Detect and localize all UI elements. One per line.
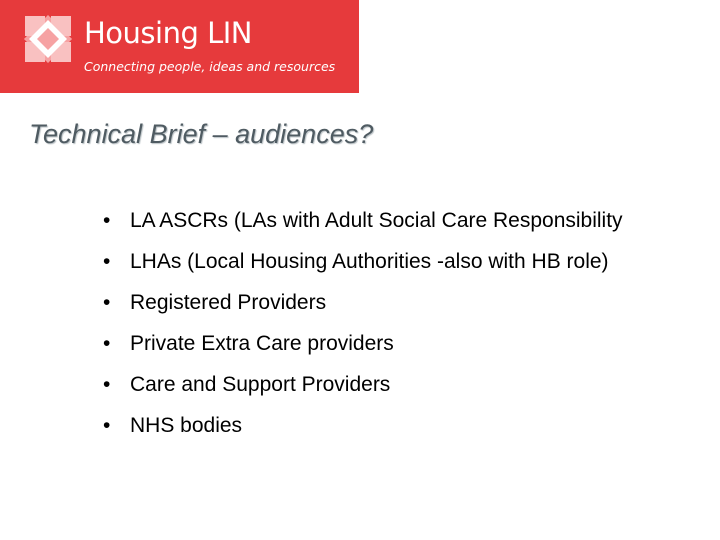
bullet-list — [103, 208, 663, 454]
bullet-text: LHAs (Local Housing Authorities -also with HB role) — [130, 250, 609, 273]
list-item — [103, 249, 663, 275]
brand-banner — [0, 0, 359, 93]
list-item — [103, 290, 663, 316]
list-item — [103, 413, 663, 439]
bullet-icon: • — [103, 291, 111, 314]
bullet-text: NHS bodies — [130, 414, 243, 437]
brand-tagline: Connecting people, ideas and resources — [84, 59, 336, 74]
bullet-text: Care and Support Providers — [130, 373, 391, 396]
list-item — [103, 372, 663, 398]
list-item — [103, 208, 663, 234]
bullet-icon: • — [103, 209, 111, 232]
slide-title: Technical Brief – audiences? — [29, 119, 374, 149]
bullet-text: Registered Providers — [130, 291, 327, 314]
bullet-icon: • — [103, 414, 111, 437]
brand-name: Housing LIN — [84, 16, 253, 50]
bullet-text: LA ASCRs (LAs with Adult Social Care Responsibility — [130, 209, 623, 232]
bullet-text: Private Extra Care providers — [130, 332, 394, 355]
bullet-icon: • — [103, 373, 111, 396]
bullet-icon: • — [103, 250, 111, 273]
bullet-icon: • — [103, 332, 111, 355]
list-item — [103, 331, 663, 357]
house-diamond-icon — [23, 14, 73, 64]
